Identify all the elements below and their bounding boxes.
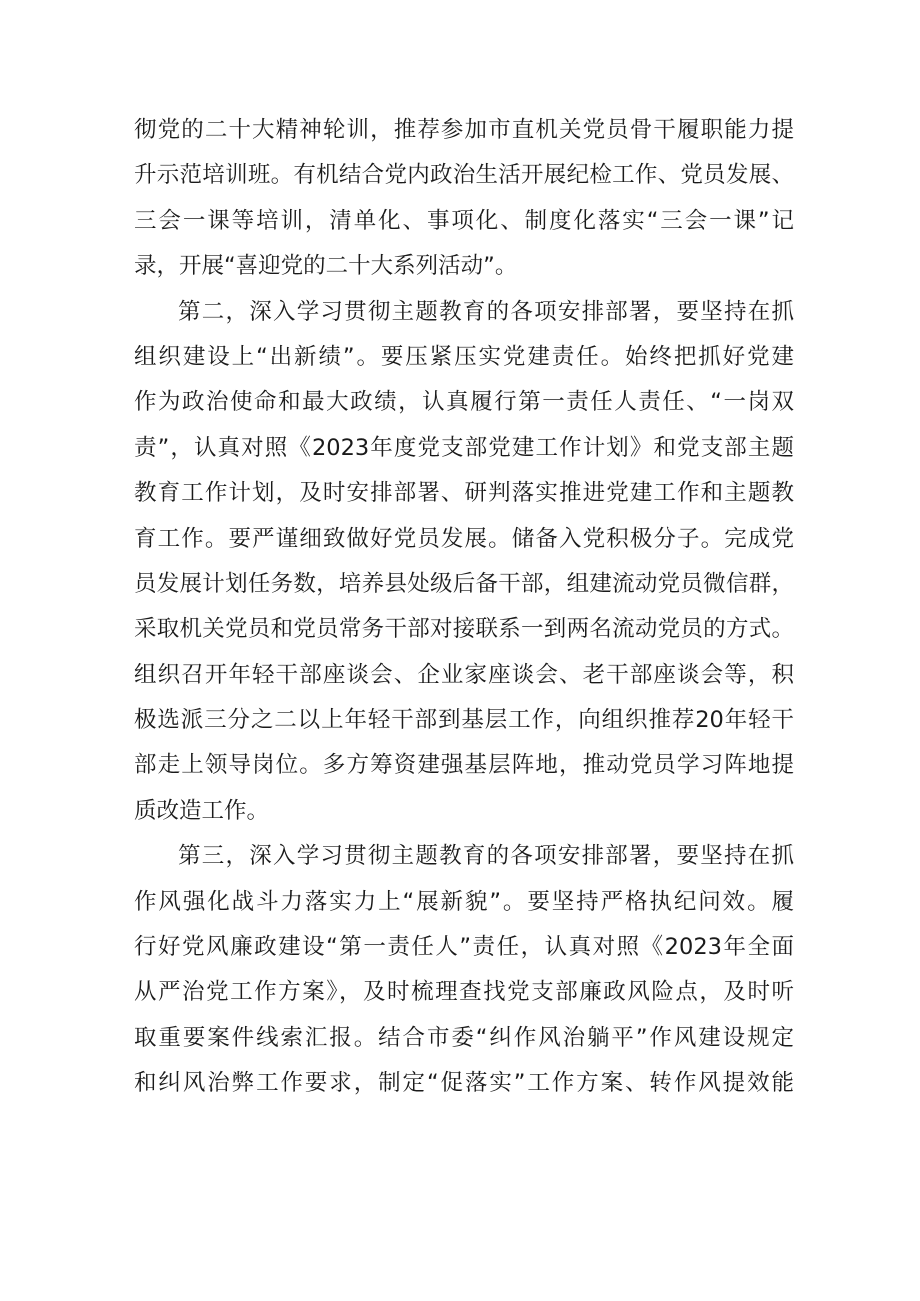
- text-line: 作风强化战斗力落实力上“展新貌”。要坚持严格执纪问效。履: [134, 888, 794, 915]
- text-line: 行好党风廉政建设“第一责任人”责任，认真对照《2023年全面: [134, 934, 794, 961]
- paragraph-start-line: 第三，深入学习贯彻主题教育的各项安排部署，要坚持在抓: [178, 843, 794, 870]
- paragraph-start-line: 第二，深入学习贯彻主题教育的各项安排部署，要坚持在抓: [178, 298, 794, 325]
- document-body: [134, 108, 794, 1107]
- text-line: 育工作。要严谨细致做好党员发展。储备入党积极分子。完成党: [134, 525, 794, 552]
- text-line: 升示范培训班。有机结合党内政治生活开展纪检工作、党员发展、: [134, 162, 794, 189]
- text-line: 和纠风治弊工作要求，制定“促落实”工作方案、转作风提效能: [134, 1070, 794, 1097]
- text-line: 组织召开年轻干部座谈会、企业家座谈会、老干部座谈会等，积: [134, 661, 794, 688]
- text-line: 质改造工作。: [134, 797, 270, 824]
- text-line: 教育工作计划，及时安排部署、研判落实推进党建工作和主题教: [134, 480, 794, 507]
- text-line: 员发展计划任务数，培养县处级后备干部，组建流动党员微信群，: [134, 570, 794, 597]
- text-line: 作为政治使命和最大政绩，认真履行第一责任人责任、“一岗双: [134, 389, 794, 416]
- text-line: 彻党的二十大精神轮训，推荐参加市直机关党员骨干履职能力提: [134, 117, 794, 143]
- text-line: 极选派三分之二以上年轻干部到基层工作，向组织推荐20年轻干: [134, 707, 794, 734]
- text-line: 责”，认真对照《2023年度党支部党建工作计划》和党支部主题: [134, 434, 794, 461]
- text-line: 部走上领导岗位。多方筹资建强基层阵地，推动党员学习阵地提: [134, 752, 794, 779]
- text-line: 三会一课等培训，清单化、事项化、制度化落实“三会一课”记: [134, 207, 794, 234]
- text-line: 从严治党工作方案》，及时梳理查找党支部廉政风险点，及时听: [134, 979, 794, 1006]
- text-line: 采取机关党员和党员常务干部对接联系一到两名流动党员的方式。: [134, 616, 794, 643]
- text-line: 组织建设上“出新绩”。要压紧压实党建责任。始终把抓好党建: [134, 343, 794, 370]
- text-line: 取重要案件线索汇报。结合市委“纠作风治躺平”作风建设规定: [134, 1024, 794, 1051]
- text-line: 录，开展“喜迎党的二十大系列活动”。: [134, 253, 518, 280]
